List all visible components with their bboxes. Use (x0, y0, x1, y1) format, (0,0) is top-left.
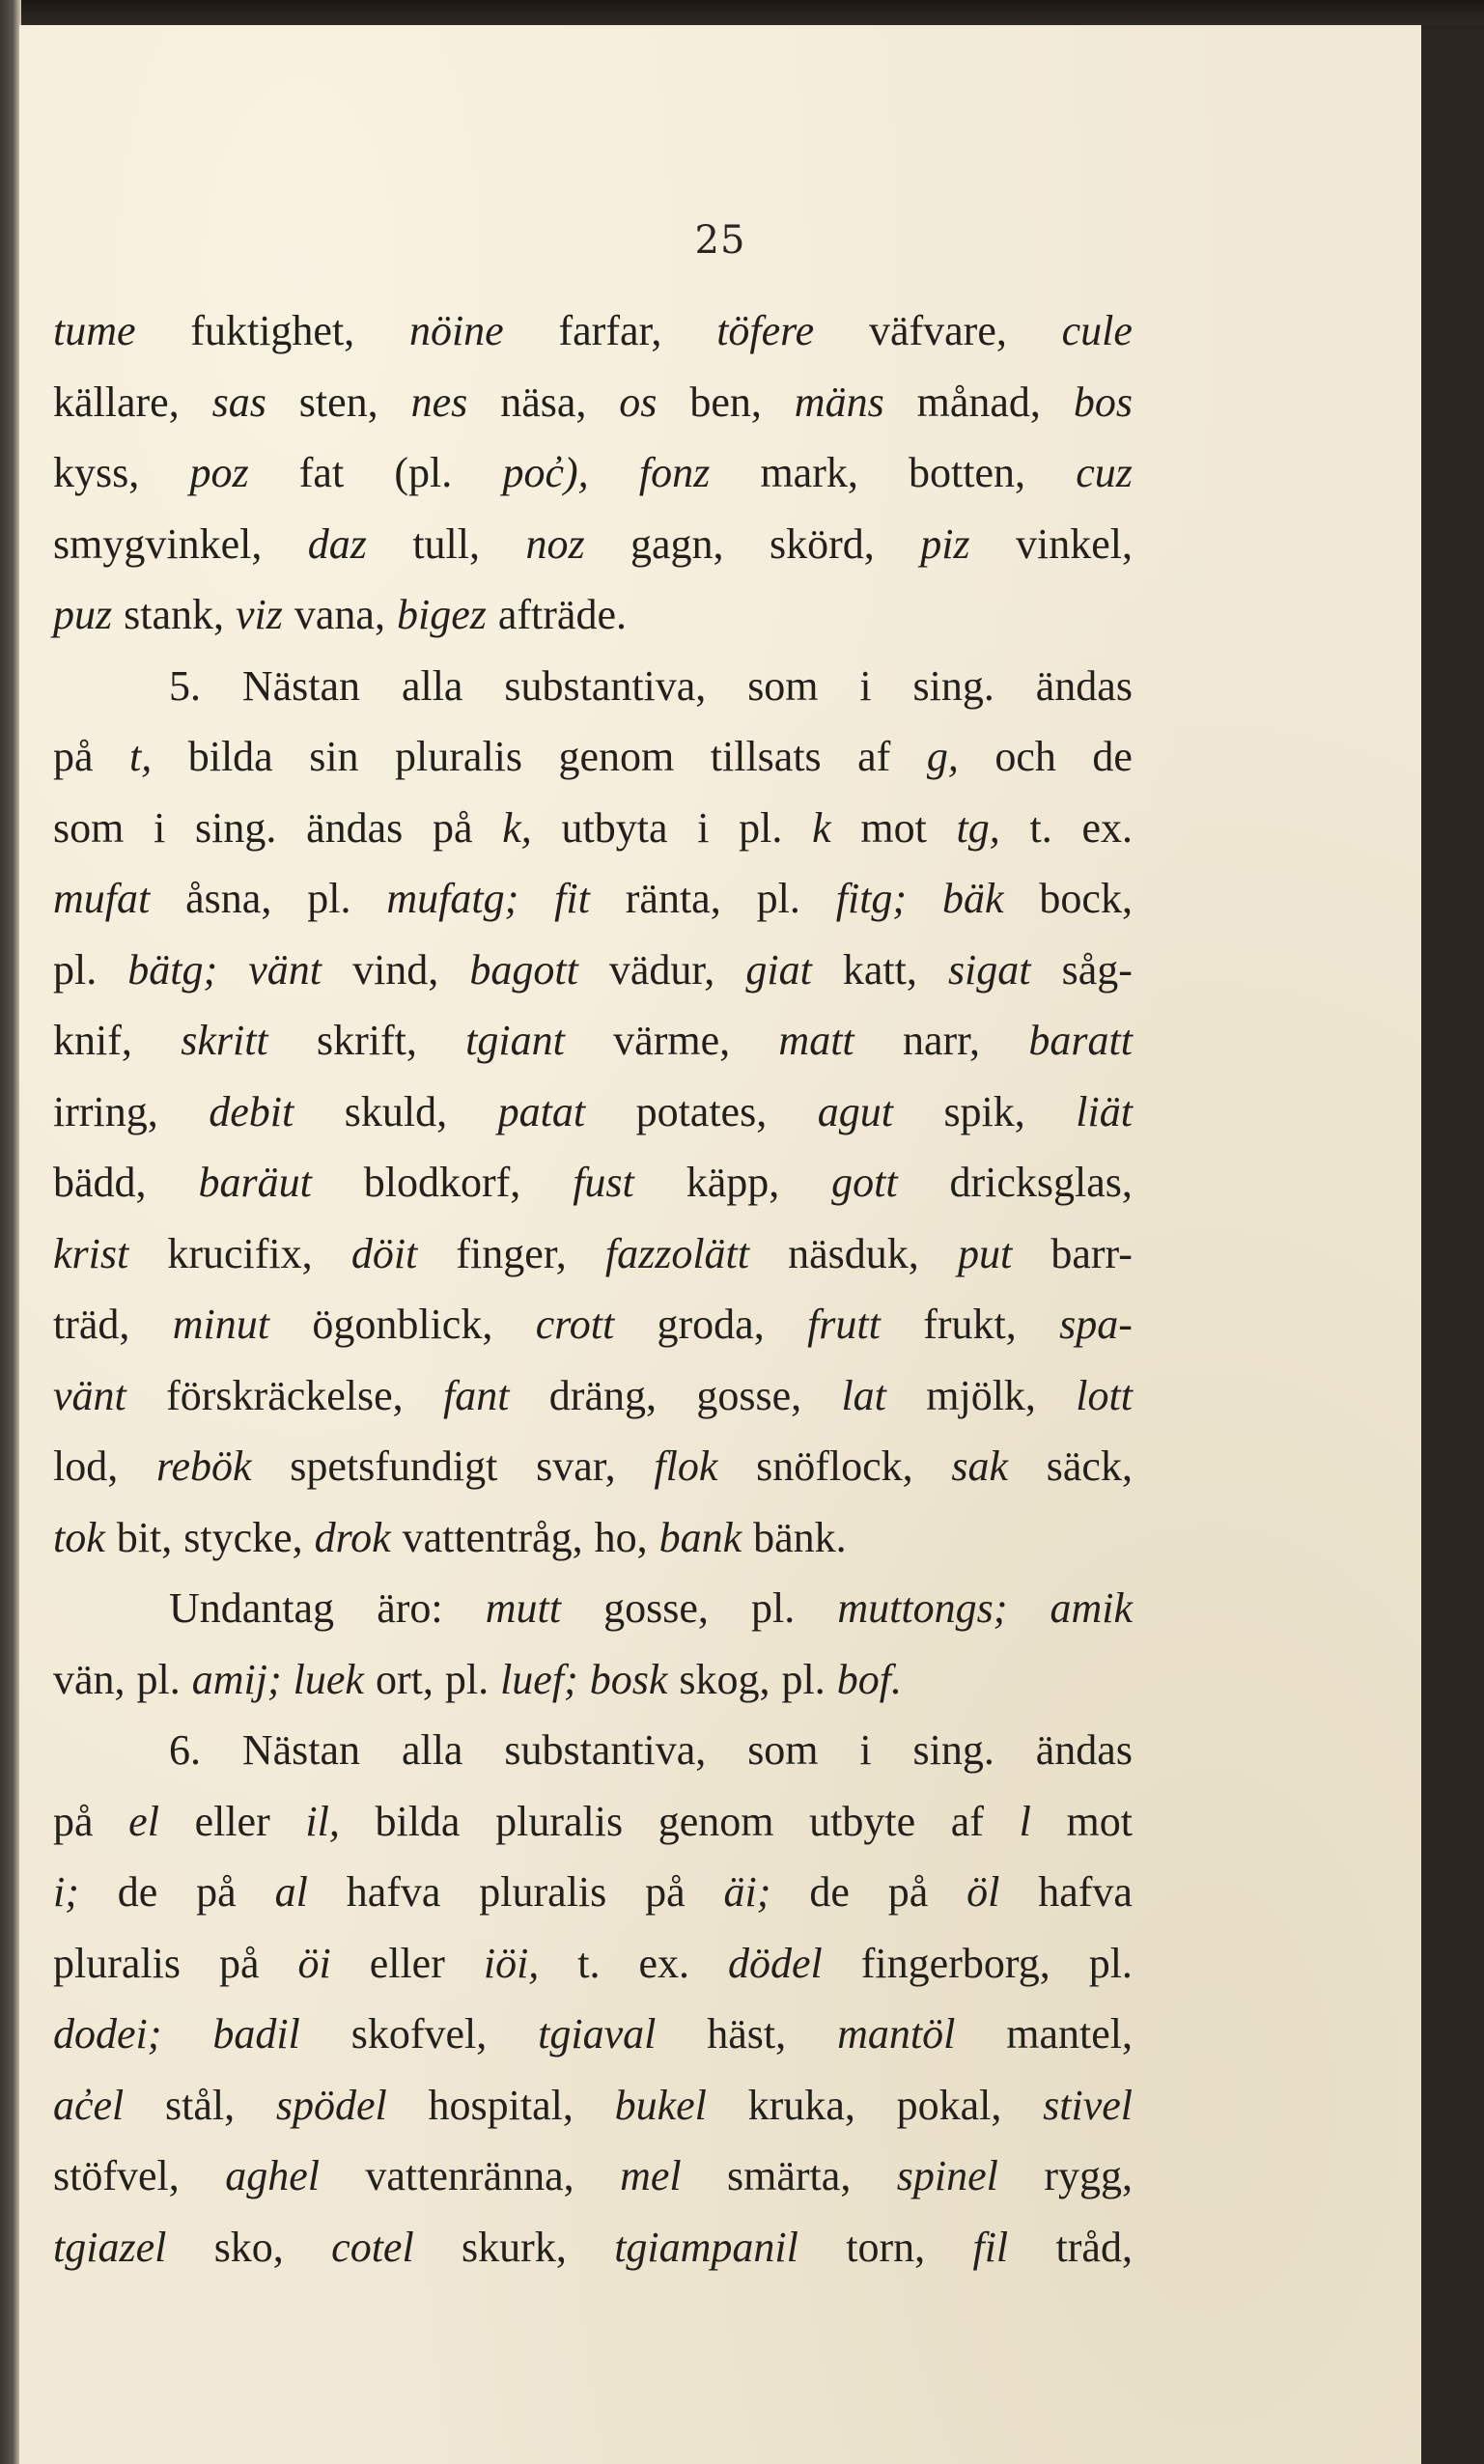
word: i (154, 803, 166, 852)
word: pl. (750, 1584, 796, 1632)
italic-word: mel (620, 2152, 682, 2199)
word: skrift, (316, 1017, 417, 1064)
word: substantiva, (504, 661, 707, 710)
word: vana, (294, 591, 385, 638)
word: på (433, 803, 473, 852)
word: Undantag (169, 1584, 335, 1632)
word: spik, (943, 1087, 1025, 1135)
italic-word: debit (209, 1087, 294, 1135)
italic-word: mutt (485, 1584, 561, 1632)
italic-word: l (1019, 1797, 1031, 1845)
word: källare, (53, 378, 180, 426)
word: skörd, (769, 519, 875, 568)
italic-word: luef; (500, 1655, 578, 1703)
text-line (53, 935, 1133, 1006)
italic-word: bäk (941, 875, 1004, 922)
italic-word: drok (314, 1513, 391, 1561)
word: näsa, (500, 378, 587, 426)
word: månad, (916, 378, 1041, 426)
word: gagn, (630, 519, 724, 568)
text-line (53, 651, 1133, 722)
italic-word: put (957, 1229, 1013, 1277)
italic-word: bätg; (127, 945, 218, 994)
word: mark, (760, 449, 858, 496)
italic-word: töfere (716, 307, 815, 354)
word: pluralis (479, 1868, 607, 1916)
text-line (53, 295, 1133, 367)
word: sin (309, 733, 359, 780)
word: sten, (298, 378, 378, 426)
word: vind, (352, 945, 439, 994)
word: på (645, 1868, 686, 1916)
word: fuktighet, (190, 307, 355, 354)
word: torn, (846, 2223, 926, 2271)
italic-word: fant (443, 1371, 510, 1419)
word: pl. (136, 1655, 181, 1703)
word: fat (298, 449, 345, 496)
word: lod, (53, 1442, 119, 1490)
italic-word: stivel (1043, 2081, 1133, 2129)
word: dräng, (548, 1371, 657, 1419)
italic-word: fitg; (835, 875, 908, 922)
book-spine-edge (0, 0, 21, 2464)
italic-word: daz (307, 519, 367, 568)
word: vattenränna, (365, 2152, 574, 2199)
word: pl. (781, 1655, 826, 1703)
word: Nästan (241, 661, 361, 710)
word: åsna, (185, 875, 272, 922)
word: kyss, (53, 449, 140, 496)
italic-word: liät (1076, 1087, 1133, 1135)
book-page (19, 25, 1421, 2464)
text-line (53, 1077, 1133, 1148)
italic-word: tgiampanil (614, 2223, 798, 2271)
italic-word: bigez (396, 591, 487, 638)
text-line (53, 1715, 1133, 1786)
italic-word: poc̓), (502, 449, 589, 496)
italic-word: fust (573, 1159, 634, 1206)
word: irring, (53, 1087, 158, 1135)
italic-word: mufatg; (386, 875, 519, 922)
italic-word: k, (502, 803, 532, 852)
word: de (1092, 733, 1133, 780)
text-line (53, 579, 1133, 651)
word: sing. (912, 661, 994, 710)
text-line (53, 1005, 1133, 1077)
italic-word: skritt (181, 1017, 268, 1064)
word: af (857, 733, 891, 780)
italic-word: gott (831, 1159, 898, 1206)
word: hospital, (428, 2081, 574, 2129)
word: potates, (635, 1087, 768, 1135)
word: äro: (377, 1584, 443, 1632)
word: gosse, (603, 1584, 709, 1632)
word: ort, (375, 1655, 434, 1703)
italic-word: tgiazel (53, 2223, 167, 2271)
word: mot (1066, 1797, 1133, 1845)
italic-word: el (128, 1797, 159, 1845)
text-line (53, 1147, 1133, 1218)
italic-word: mäns (794, 378, 884, 426)
italic-word: nes (410, 378, 468, 426)
italic-word: iöi, (483, 1939, 540, 1987)
text-line (53, 1928, 1133, 2000)
italic-word: bagott (469, 945, 578, 994)
word: smärta, (727, 2152, 852, 2199)
word: eller (194, 1797, 270, 1845)
word: skog, (679, 1655, 770, 1703)
text-line (53, 2070, 1133, 2142)
word: på (53, 733, 94, 780)
italic-word: krist (53, 1229, 129, 1277)
word: stank, (124, 591, 225, 638)
word: de (117, 1868, 158, 1916)
word: pl. (444, 1655, 490, 1703)
italic-word: bank (658, 1513, 742, 1561)
word: barr- (1050, 1229, 1133, 1277)
word: knif, (53, 1017, 132, 1064)
text-line (53, 1999, 1133, 2070)
text-line (53, 1218, 1133, 1290)
italic-word: fil (972, 2223, 1009, 2271)
italic-word: badil (212, 2010, 300, 2058)
word: pluralis (495, 1797, 624, 1845)
italic-word: puz (53, 591, 113, 638)
word: i (859, 661, 872, 710)
word: i (859, 1726, 872, 1774)
italic-word: flok (654, 1442, 718, 1490)
word: ex. (638, 1939, 690, 1987)
word: finger, (456, 1229, 567, 1277)
word: i (697, 803, 710, 852)
word: vinkel, (1016, 519, 1133, 568)
word: på (196, 1868, 237, 1916)
word: käpp, (686, 1159, 780, 1206)
word: blodkorf, (363, 1159, 521, 1206)
word: eller (369, 1939, 445, 1987)
word: pl. (307, 875, 351, 922)
word: t. (577, 1939, 601, 1987)
word: vattentråg, (402, 1513, 583, 1561)
italic-word: tok (53, 1513, 105, 1561)
word: hafva (1038, 1868, 1133, 1916)
word: ränta, (625, 875, 721, 922)
italic-word: al (274, 1868, 308, 1916)
word: vän, (53, 1655, 126, 1703)
text-line (53, 1431, 1133, 1502)
italic-word: viz (236, 591, 283, 638)
word: pokal, (896, 2081, 1002, 2129)
word: mantel, (1006, 2010, 1133, 2058)
word: skofvel, (350, 2010, 488, 2058)
word: substantiva, (504, 1726, 707, 1774)
word: pl. (739, 803, 783, 852)
italic-word: cotel (331, 2223, 414, 2271)
word: ändas (1035, 661, 1133, 710)
word: värme, (613, 1017, 731, 1064)
italic-word: lat (841, 1371, 886, 1419)
word: ögonblick, (312, 1301, 493, 1348)
italic-word: dodei; (53, 2010, 162, 2058)
word: kruka, (747, 2081, 855, 2129)
word: ändas (306, 803, 404, 852)
word: fingerborg, (860, 1939, 1050, 1987)
word: ändas (1035, 1726, 1133, 1774)
word: frukt, (923, 1301, 1017, 1348)
word: på (218, 1939, 260, 1987)
word: säck, (1046, 1442, 1133, 1490)
word: smygvinkel, (53, 519, 263, 568)
word: som (747, 1726, 819, 1774)
italic-word: il, (305, 1797, 340, 1845)
italic-word: spa- (1059, 1301, 1133, 1348)
text-line (53, 1502, 1133, 1574)
page-text-body (53, 295, 1133, 2282)
word: Nästan (241, 1726, 361, 1774)
italic-word: bosk (589, 1655, 668, 1703)
word: tråd, (1055, 2223, 1133, 2271)
word: förskräckelse, (166, 1371, 404, 1419)
italic-word: sak (951, 1442, 1009, 1490)
text-line (53, 2212, 1133, 2283)
word: alla (401, 1726, 463, 1774)
italic-word: noz (525, 519, 585, 568)
word: katt, (842, 945, 917, 994)
word: pluralis (395, 733, 523, 780)
italic-word: dödel (728, 1939, 823, 1987)
text-line (53, 1573, 1133, 1644)
word: 5. (169, 661, 201, 710)
word: på (887, 1868, 929, 1916)
word: pluralis (53, 1939, 181, 1987)
italic-word: patat (497, 1087, 586, 1135)
italic-word: bukel (614, 2081, 707, 2129)
word: på (53, 1797, 94, 1845)
word: de (809, 1868, 850, 1916)
word: afträde. (497, 591, 627, 638)
text-line (53, 509, 1133, 580)
word: skurk, (462, 2223, 567, 2271)
word: hafva (346, 1868, 441, 1916)
text-line (53, 1360, 1133, 1432)
word: sing. (912, 1726, 994, 1774)
word: rygg, (1044, 2152, 1133, 2199)
word: pl. (53, 945, 98, 994)
word: bädd, (53, 1159, 147, 1206)
word: väfvare, (868, 307, 1007, 354)
italic-word: öl (966, 1868, 1000, 1916)
word: krucifix, (167, 1229, 313, 1277)
italic-word: spödel (275, 2081, 387, 2129)
italic-word: t, (129, 733, 153, 780)
word: genom (658, 1797, 774, 1845)
word: (pl. (394, 449, 453, 496)
italic-word: sigat (947, 945, 1031, 994)
scan-top-edge (0, 0, 1484, 25)
italic-word: cule (1061, 307, 1133, 354)
text-line (53, 863, 1133, 935)
word: näsduk, (788, 1229, 919, 1277)
word: genom (558, 733, 675, 780)
italic-word: öi (297, 1939, 331, 1987)
word: mot (860, 803, 927, 852)
word: narr, (902, 1017, 981, 1064)
word: ex. (1081, 803, 1133, 852)
text-line (53, 1289, 1133, 1360)
word: utbyte (809, 1797, 916, 1845)
word: botten, (909, 449, 1026, 496)
italic-word: amij; (191, 1655, 282, 1703)
text-line (53, 1786, 1133, 1858)
word: ben, (689, 378, 762, 426)
italic-word: äi; (723, 1868, 771, 1916)
word: dricksglas, (949, 1159, 1133, 1206)
text-line (53, 721, 1133, 793)
word: som (53, 803, 125, 852)
word: stål, (165, 2081, 236, 2129)
word: tull, (412, 519, 481, 568)
italic-word: k (812, 803, 831, 852)
italic-word: bos (1073, 378, 1133, 426)
italic-word: muttongs; (837, 1584, 1008, 1632)
word: mjölk, (926, 1371, 1036, 1419)
italic-word: crott (535, 1301, 615, 1348)
italic-word: tume (53, 307, 136, 354)
word: snöflock, (756, 1442, 913, 1490)
word: utbyta (561, 803, 668, 852)
word: groda, (657, 1301, 765, 1348)
word: svar, (536, 1442, 616, 1490)
word: skuld, (344, 1087, 448, 1135)
italic-word: spinel (896, 2152, 998, 2199)
word: bit, (116, 1513, 173, 1561)
word: gosse, (696, 1371, 802, 1419)
italic-word: frutt (807, 1301, 881, 1348)
italic-word: vänt (248, 945, 322, 994)
word: bilda (187, 733, 273, 780)
word: såg- (1061, 945, 1133, 994)
italic-word: agut (817, 1087, 893, 1135)
word: bänk. (753, 1513, 847, 1561)
italic-word: mufat (53, 875, 151, 922)
word: pl. (756, 875, 800, 922)
word: spetsfundigt (290, 1442, 498, 1490)
italic-word: fit (554, 875, 590, 922)
italic-word: tgiant (465, 1017, 565, 1064)
italic-word: luek (293, 1655, 364, 1703)
italic-word: piz (920, 519, 970, 568)
text-line (53, 1644, 1133, 1716)
text-line (53, 437, 1133, 509)
italic-word: lott (1076, 1371, 1133, 1419)
italic-word: giat (745, 945, 812, 994)
word: ho, (594, 1513, 648, 1561)
word: bilda (375, 1797, 461, 1845)
page-number: 25 (694, 218, 746, 263)
word: t. (1029, 803, 1052, 852)
italic-word: os (619, 378, 658, 426)
word: tillsats (710, 733, 822, 780)
word: alla (401, 661, 463, 710)
italic-word: baräut (198, 1159, 312, 1206)
italic-word: vänt (53, 1371, 126, 1419)
word: sko, (213, 2223, 284, 2271)
italic-word: bof. (836, 1655, 902, 1703)
italic-word: i; (53, 1868, 79, 1916)
word: farfar, (558, 307, 662, 354)
italic-word: sas (211, 378, 266, 426)
word: af (950, 1797, 984, 1845)
italic-word: cuz (1076, 449, 1133, 496)
word: 6. (169, 1726, 201, 1774)
italic-word: minut (172, 1301, 269, 1348)
word: bock, (1039, 875, 1133, 922)
word: stycke, (183, 1513, 303, 1561)
italic-word: nöine (408, 307, 504, 354)
word: stöfvel, (53, 2152, 180, 2199)
italic-word: fonz (638, 449, 711, 496)
italic-word: tg, (956, 803, 1000, 852)
italic-word: matt (778, 1017, 854, 1064)
italic-word: poz (189, 449, 249, 496)
italic-word: mantöl (837, 2010, 956, 2058)
word: och (994, 733, 1056, 780)
italic-word: rebök (155, 1442, 252, 1490)
word: vädur, (608, 945, 715, 994)
word: häst, (707, 2010, 787, 2058)
italic-word: amik (1050, 1584, 1133, 1632)
word: träd, (53, 1301, 130, 1348)
italic-word: tgiaval (538, 2010, 657, 2058)
text-line (53, 793, 1133, 864)
italic-word: g, (926, 733, 959, 780)
italic-word: fazzolätt (604, 1229, 749, 1277)
text-line (53, 2141, 1133, 2212)
word: som (747, 661, 819, 710)
italic-word: döit (350, 1229, 418, 1277)
text-line (53, 1857, 1133, 1928)
word: sing. (195, 803, 277, 852)
word: pl. (1088, 1939, 1133, 1987)
italic-word: ac̓el (53, 2081, 125, 2129)
italic-word: aghel (225, 2152, 320, 2199)
text-line (53, 367, 1133, 438)
italic-word: baratt (1028, 1017, 1133, 1064)
